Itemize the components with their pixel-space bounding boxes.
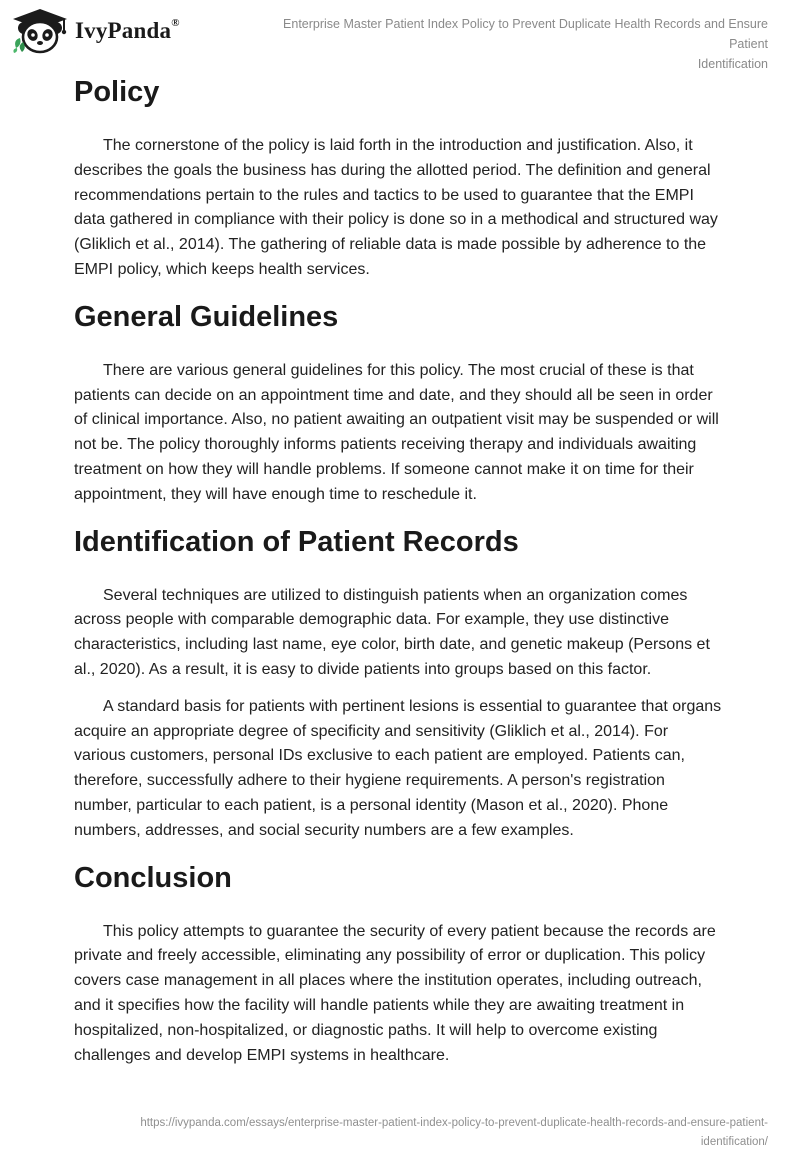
document-title [248,14,768,74]
paragraph: The cornerstone of the policy is laid forth in the introduction and justification. Also, it describes the goals the business has during the allotted period. The definition and general recommendations pertain to the rules and tactics to be used to guarantee that the EMPI data gathered in compliance with their policy is done so in a methodical and structured way (Gliklich et al., 2014). The gathering of reliable data is made possible by adherence to the EMPI policy, which keeps health services. [74,137,718,278]
section-heading: General Guidelines [74,300,339,333]
brand-name: IvyPanda® [75,17,180,43]
section-heading: Policy [74,76,160,108]
paragraph: There are various general guidelines for this policy. The most crucial of these is that patients can decide on an appointment time and date, and they should all be seen in order of clinical importance. Also, no patient awaiting an outpatient visit may be suspended or will not be. The policy thoroughly informs patients receiving therapy and individuals awaiting treatment on how they will handle problems. If someone cannot make it on time for their appointment, they will have enough time to reschedule it. [74,361,719,503]
section-policy [74,70,724,283]
document-title-line: Identification [697,57,768,71]
paragraph: This policy attempts to guarantee the security of every patient because the records are private and freely accessible, eliminating any possibility of error or duplication. This policy covers case management in all places where the institution operates, including outreach, and it specifies how the facility will handle patients while they are awaiting treatment in hospitalized, non-hospitalized, or diagnostic paths. It will help to overcome existing challenges and develop EMPI systems in healthcare. [74,922,716,1064]
section-conclusion [74,856,724,1069]
document-title-line: Enterprise Master Patient Index Policy to Prevent Duplicate Health Records and Ensure Patient [283,17,768,51]
panda-mascot-icon [12,8,68,54]
section-general-guidelines [74,295,724,508]
section-heading: Conclusion [74,861,232,894]
section-identification-of-patient-records [74,520,724,844]
source-url-line: identification/ [700,1136,768,1148]
ivypanda-logo[interactable] [12,8,180,54]
essay-body [74,68,724,1068]
paragraph: Several techniques are utilized to distinguish patients when an organization comes across people with comparable demographic data. For example, they use distinctive characteristics, including last name, eye color, birth date, and genetic makeup (Persons et al., 2020). As a result, it is easy to divide patients into groups based on this factor. [74,586,710,678]
source-url[interactable] [68,1114,768,1152]
section-heading: Identification of Patient Records [74,525,519,558]
page-header [0,0,800,71]
paragraph: A standard basis for patients with pertinent lesions is essential to guarantee that organs acquire an appropriate degree of specificity and sensitivity (Gliklich et al., 2014). For various customers, personal IDs exclusive to each patient are employed. Patients can, therefore, successfully adhere to their hygiene requirements. A person's registration number, particular to each patient, is a personal identity (Mason et al., 2020). Phone numbers, addresses, and social security numbers are a few examples. [74,697,722,839]
source-url-line: https://ivypanda.com/essays/enterprise-master-patient-index-policy-to-prevent-duplicate-health-records-and-ensure-patient- [140,1117,768,1129]
